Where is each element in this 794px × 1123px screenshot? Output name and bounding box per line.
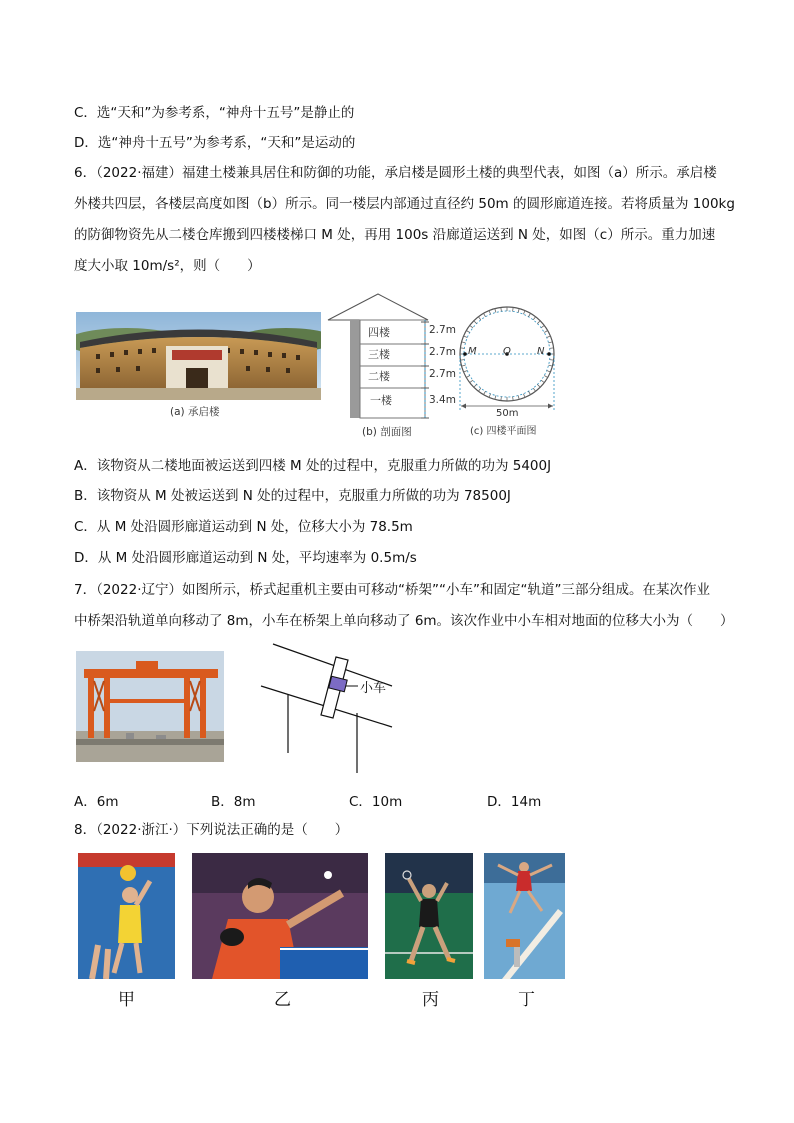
q7-option-d: D．14m [487, 794, 542, 810]
plan-tick [513, 397, 514, 401]
tulou-photo [76, 312, 321, 400]
plan-tick [533, 317, 535, 320]
plan-tick [470, 380, 473, 382]
plan-tick [518, 396, 519, 400]
plan-tick [501, 307, 502, 311]
floor-label-1: 一楼 [370, 394, 392, 407]
plan-tick [549, 365, 553, 366]
plan-tick [544, 331, 547, 333]
height-label-1: 3.4m [429, 394, 456, 406]
q6-option-a: A．该物资从二楼地面被运送到四楼 M 处的过程中，克服重力所做的功为 5400J [74, 458, 552, 474]
point-o-label: O [503, 346, 511, 357]
label-yi: 乙 [274, 990, 291, 1010]
q6-option-d: D．从 M 处沿圆形廊道运动到 N 处，平均速率为 0.5m/s [74, 550, 417, 566]
plan-tick [464, 370, 468, 372]
point-m-label: M [468, 346, 477, 357]
q6-stem-line-1: 6．（2022·福建）福建土楼兼具居住和防御的功能，承启楼是圆形土楼的典型代表，如图（a）所示。承启楼 [74, 165, 717, 181]
plan-tick [518, 309, 519, 313]
plan-tick [462, 342, 466, 343]
plan-tick [523, 394, 525, 398]
plan-tick [484, 313, 486, 316]
plan-tick [523, 311, 525, 315]
plan-tick [549, 342, 553, 343]
q6-stem-line-4: 度大小取 10m/s²，则（ ） [74, 258, 261, 274]
floor-label-3: 三楼 [368, 348, 390, 361]
plan-tick [466, 376, 469, 378]
plan-tick [550, 360, 554, 361]
volleyball-photo [78, 853, 175, 979]
plan-tick [470, 325, 473, 327]
plan-tick [478, 317, 480, 320]
q6-stem-line-3: 的防御物资先从二楼仓库搬到四楼楼梯口 M 处，再用 100s 沿廊道运送到 N 处，如图（c）所示。重力加速 [74, 227, 716, 243]
plan-tick [541, 380, 544, 382]
q7-option-a: A．6m [74, 794, 119, 810]
plan-tick [489, 394, 491, 398]
q7-stem-line-1: 7．（2022·辽宁）如图所示，桥式起重机主要由可移动“桥架”“小车”和固定“轨道”三部分组成。在某次作业 [74, 582, 710, 598]
q7-stem-line-2: 中桥架沿轨道单向移动了 8m，小车在桥架上单向移动了 6m。该次作业中小车相对地面的位移大小为（ ） [74, 613, 734, 629]
q5-option-c: C．选“天和”为参考系，“神舟十五号”是静止的 [74, 105, 355, 121]
q7-option-c: C．10m [349, 794, 403, 810]
cart-label: 小车 [360, 681, 387, 696]
plan-tick [550, 348, 554, 349]
plan-tick [489, 311, 491, 315]
q6-option-b: B．该物资从 M 处被运送到 N 处的过程中，克服重力所做的功为 78500J [74, 488, 511, 504]
fig-a-caption: (a) 承启楼 [170, 406, 220, 418]
plan-tick [466, 331, 469, 333]
q8-stem: 8．（2022·浙江·）下列说法正确的是（ ） [74, 822, 349, 838]
plan-tick [460, 360, 464, 361]
floor-label-4: 四楼 [368, 326, 390, 339]
plan-tick [464, 336, 468, 338]
floor-label-2: 二楼 [368, 370, 390, 383]
height-label-2: 2.7m [429, 368, 456, 380]
height-label-4: 2.7m [429, 324, 456, 336]
plan-tick [537, 321, 540, 324]
plan-tick [529, 313, 531, 316]
q6-stem-line-2: 外楼共四层，各楼层高度如图（b）所示。同一楼层内部通过直径约 50m 的圆形廊道连接。若将质量为 100kg [74, 196, 735, 212]
point-n-label: N [537, 346, 545, 357]
crane-schematic [258, 641, 398, 777]
plan-tick [460, 348, 464, 349]
q7-option-b: B．8m [211, 794, 256, 810]
plan-tick [501, 397, 502, 401]
plan-tick [547, 336, 551, 338]
crane-photo [76, 651, 224, 762]
q5-option-d: D．选“神舟十五号”为参考系，“天和”是运动的 [74, 135, 356, 151]
plan-tick [484, 391, 486, 394]
table-tennis-photo [192, 853, 368, 979]
plan-tick [513, 307, 514, 311]
plan-tick [474, 321, 477, 324]
q6-option-c: C．从 M 处沿圆形廊道运动到 N 处，位移大小为 78.5m [74, 519, 413, 535]
fig-b-caption: (b) 剖面图 [362, 426, 412, 438]
plan-tick [478, 388, 480, 391]
plan-tick [474, 384, 477, 387]
plan-tick [537, 384, 540, 387]
label-ding: 丁 [518, 990, 535, 1010]
fig-c-caption: (c) 四楼平面图 [470, 426, 537, 437]
plan-tick [529, 391, 531, 394]
diameter-label: 50m [496, 408, 519, 419]
plan-tick [547, 370, 551, 372]
balance-beam-photo [484, 853, 565, 979]
plan-tick [462, 365, 466, 366]
label-bing: 丙 [422, 990, 439, 1010]
badminton-photo [385, 853, 473, 979]
plan-tick [544, 376, 547, 378]
plan-tick [495, 396, 496, 400]
plan-tick [495, 309, 496, 313]
label-jia: 甲 [118, 990, 135, 1010]
plan-tick [533, 388, 535, 391]
height-label-3: 2.7m [429, 346, 456, 358]
plan-tick [541, 325, 544, 327]
